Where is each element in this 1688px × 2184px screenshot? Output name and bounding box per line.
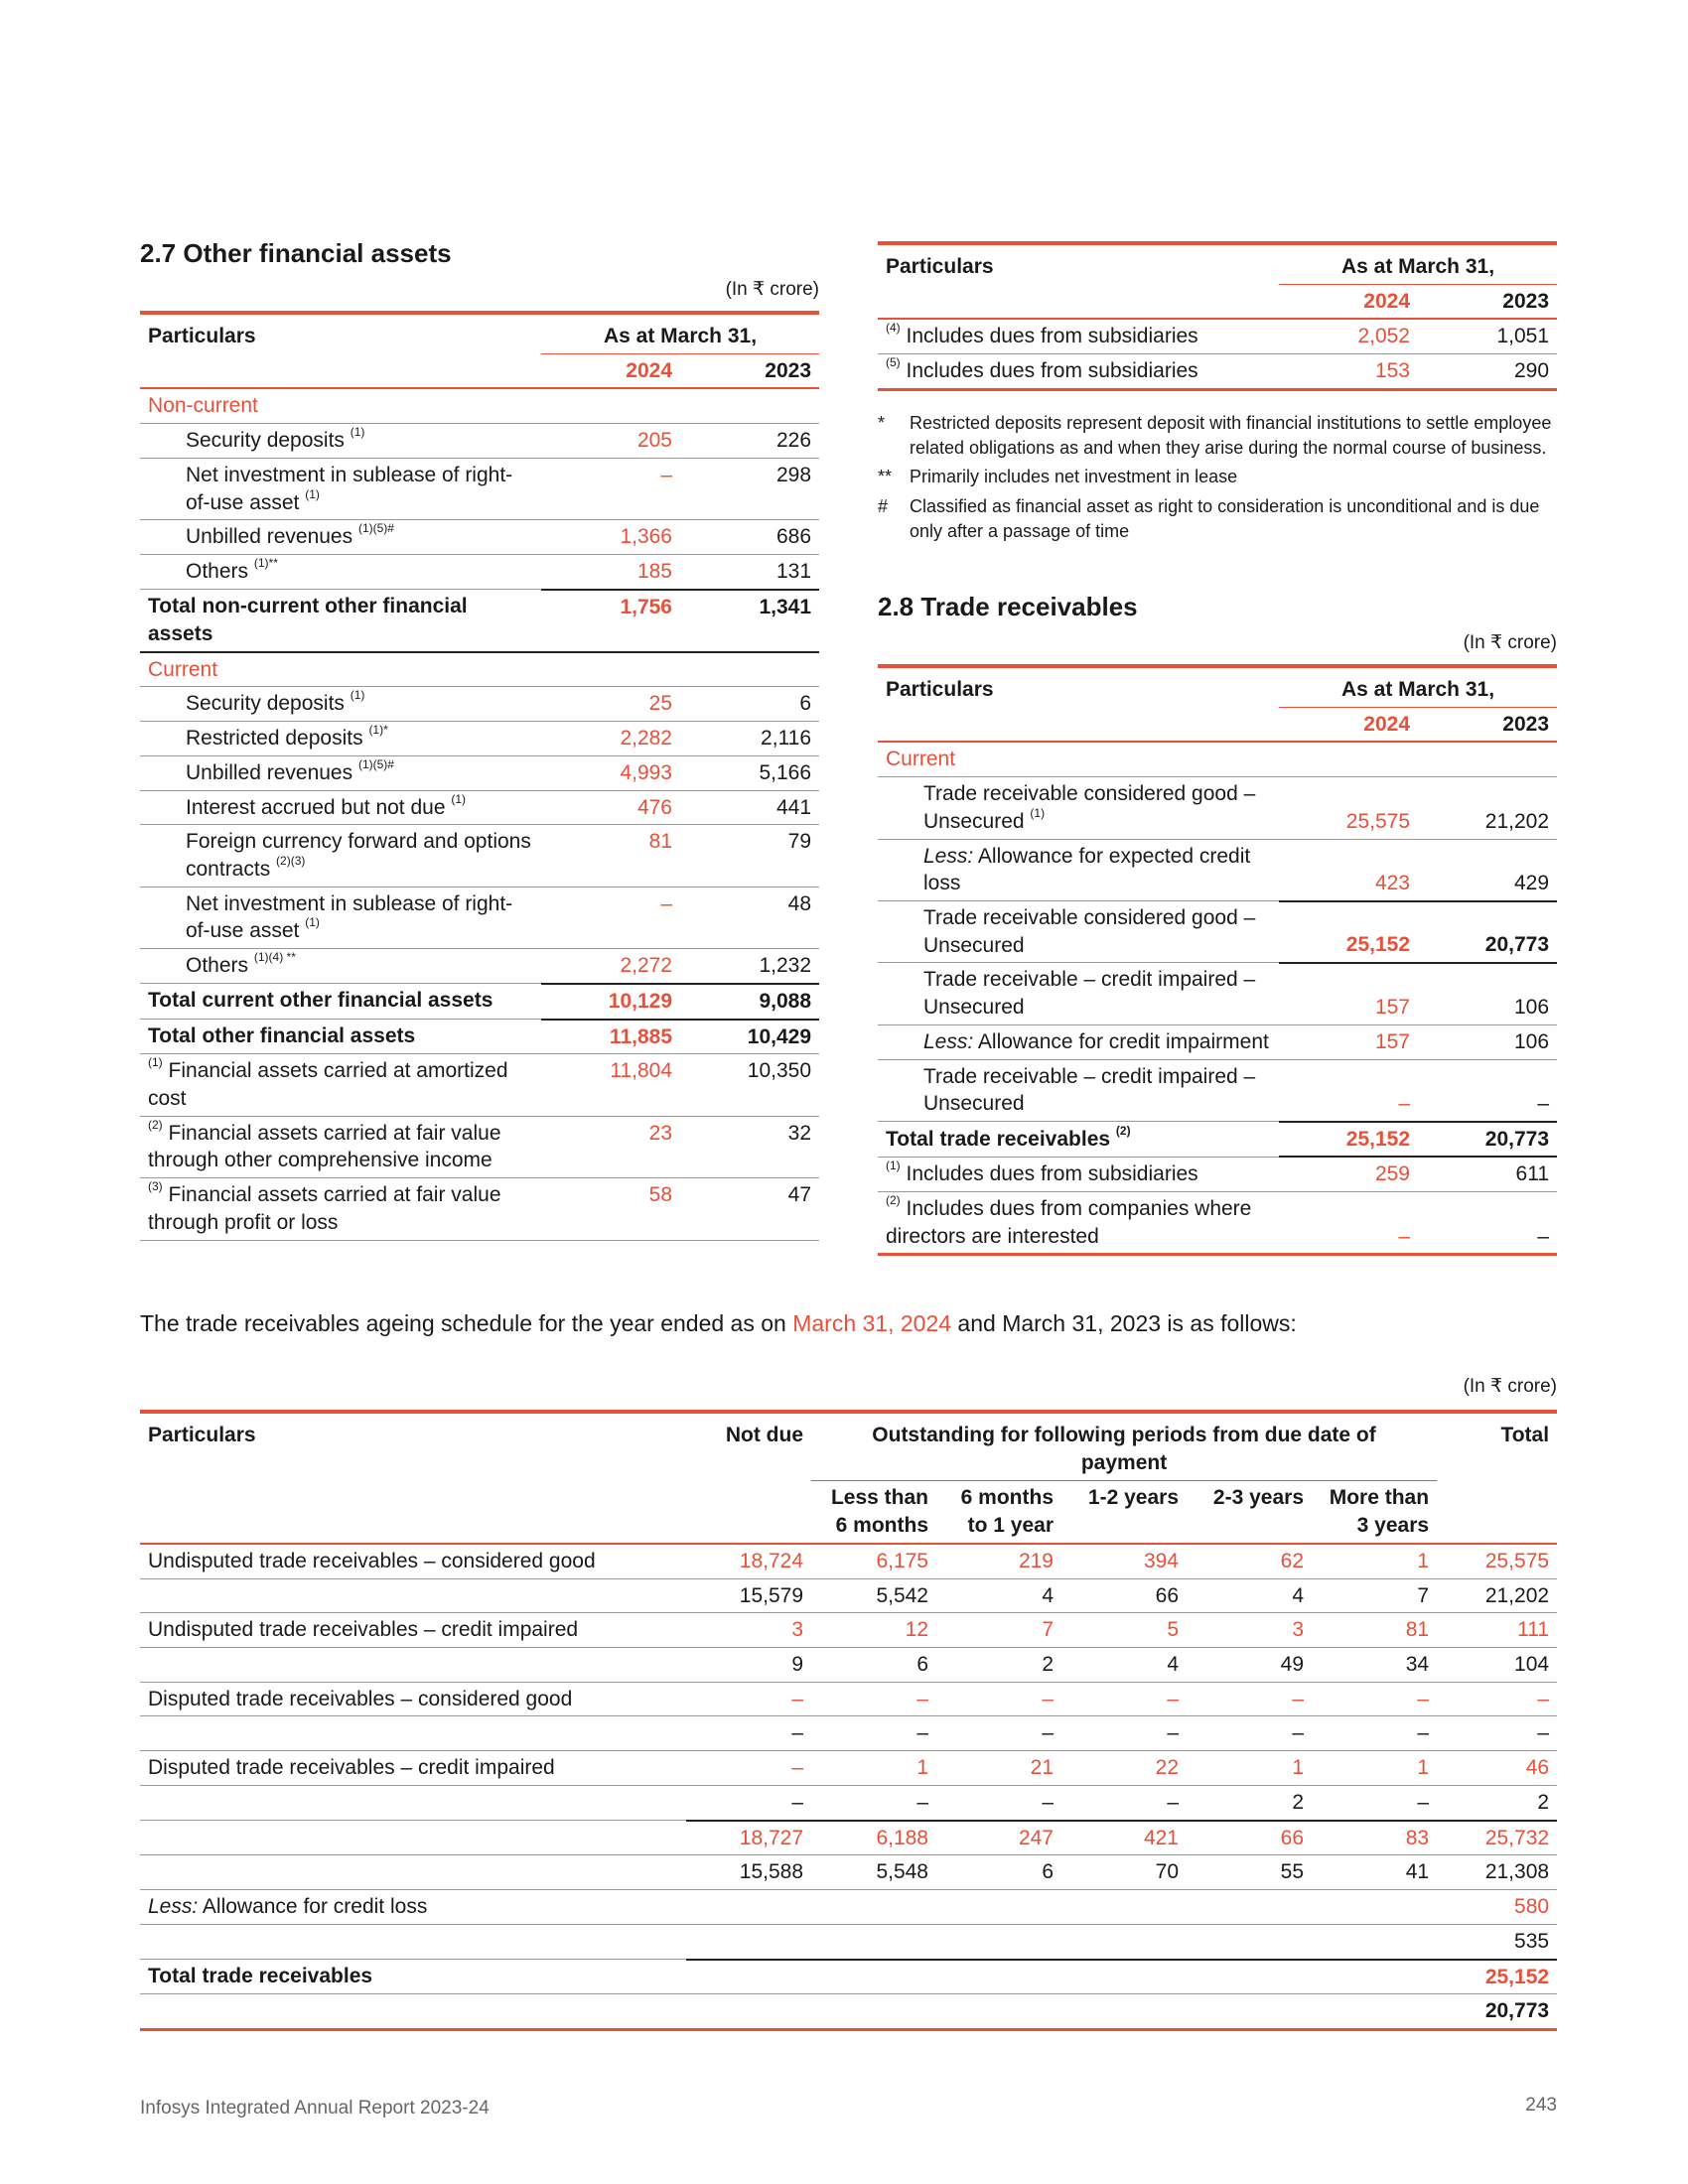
header-more-than-3-years: More than 3 years [1312, 1481, 1437, 1544]
table-row: Disputed trade receivables – credit impaired – 1 21 22 1 1 46 [140, 1751, 1557, 1786]
header-year-2024: 2024 [541, 353, 680, 388]
section-title-2-8: 2.8 Trade receivables [878, 592, 1138, 621]
table-row: Less: Allowance for expected credit loss 423 429 [878, 839, 1557, 900]
footnote: # Classified as financial asset as right to consideration is unconditional and is due only after a passage of time [878, 495, 1540, 541]
unit-label: (In ₹ crore) [1463, 632, 1557, 653]
footnote: * Restricted deposits represent deposit with financial institutions to settle employee related obligations as and when they arise during the normal course of business. [878, 413, 1552, 459]
footer-report-name: Infosys Integrated Annual Report 2023-24 [140, 2098, 490, 2118]
header-year-2024: 2024 [1279, 284, 1418, 319]
table-row: Undisputed trade receivables – credit impaired 3 12 7 5 3 81 111 [140, 1613, 1557, 1648]
other-financial-assets-table [140, 311, 819, 1241]
current-label: Current [878, 742, 1557, 776]
sum-row-2023: 15,588 5,548 6 70 55 41 21,308 [140, 1855, 1557, 1890]
table-row: Undisputed trade receivables – considered good 18,724 6,175 219 394 62 1 25,575 [140, 1544, 1557, 1578]
ageing-intro: The trade receivables ageing schedule for the year ended as on March 31, 2024 and March 31, 2023 is as follows: [140, 1310, 1297, 1336]
header-2-3-years: 2-3 years [1187, 1481, 1312, 1544]
ageing-table [140, 1410, 1557, 2031]
table-row: – – – – 2 – 2 [140, 1785, 1557, 1820]
table-row: Less: Allowance for credit impairment 157 106 [878, 1024, 1557, 1059]
header-year-2024: 2024 [1279, 707, 1418, 742]
header-particulars: Particulars [140, 1412, 686, 1544]
table-row: Security deposits $^{(1)}$ 205 226 [140, 424, 819, 459]
header-as-at: As at March 31, [1279, 243, 1557, 284]
dues-table [878, 241, 1557, 391]
total-trade-receivables-row: Total trade receivables $^{(2)}$ 25,152 20,773 [878, 1122, 1557, 1158]
table-row: Others $^{(1)(4) **}$ 2,272 1,232 [186, 950, 812, 978]
less-allowance-row: Less: Allowance for credit loss 580 [140, 1890, 1557, 1925]
current-total-row: Total current other financial assets 10,129 9,088 [140, 984, 819, 1020]
table-row: Net investment in sublease of right-of-use asset $^{(1)}$ – 48 [140, 887, 819, 948]
header-6-months-1-year: 6 months to 1 year [936, 1481, 1061, 1544]
table-row: Trade receivable considered good – Unsecured 25,152 20,773 [878, 901, 1557, 963]
sum-row-2024: 18,727 6,188 247 421 66 83 25,732 [140, 1821, 1557, 1855]
header-outstanding: Outstanding for following periods from due date of payment [811, 1412, 1437, 1481]
header-year-2023: 2023 [1418, 707, 1557, 742]
table-row: Others $^{(1)**}$ 185 131 [186, 556, 812, 584]
page-number: 243 [1525, 2095, 1557, 2116]
ageing-total-row: Total trade receivables 25,152 [140, 1960, 1557, 1994]
unit-label: (In ₹ crore) [725, 279, 819, 300]
table-row: Disputed trade receivables – considered good – – – – – – – [140, 1682, 1557, 1716]
table-row: Unbilled revenues $^{(1)(5)\#}$ 1,366 686 [140, 520, 819, 555]
table-row: – – – – – – – [140, 1716, 1557, 1751]
header-particulars: Particulars [878, 243, 1279, 284]
table-row: $^{(1)}$ Includes dues from subsidiaries 259 611 [878, 1157, 1557, 1191]
table-row: 15,579 5,542 4 66 4 7 21,202 [140, 1578, 1557, 1613]
unit-label: (In ₹ crore) [1463, 1376, 1557, 1397]
section-title-2-7: 2.7 Other financial assets [140, 238, 452, 268]
table-row: $^{(3)}$ Financial assets carried at fair value through profit or loss 58 47 [140, 1178, 819, 1240]
header-particulars: Particulars [878, 666, 1279, 707]
table-row: Interest accrued but not due $^{(1)}$ 476 441 [140, 790, 819, 825]
table-row: 9 6 2 4 49 34 104 [140, 1648, 1557, 1683]
footnotes [878, 411, 1557, 548]
noncurrent-label: Non-current [140, 388, 819, 423]
table-row: Foreign currency forward and options contracts $^{(2)(3)}$ 81 79 [140, 825, 819, 887]
table-row: $^{(1)}$ Financial assets carried at amortized cost 11,804 10,350 [140, 1054, 819, 1116]
header-as-at: As at March 31, [1279, 666, 1557, 707]
footnote: ** Primarily includes net investment in lease [878, 467, 1238, 487]
table-row: $^{(2)}$ Includes dues from companies where directors are interested – – [878, 1192, 1557, 1255]
current-label: Current [140, 652, 819, 687]
table-row: Net investment in sublease of right-of-use asset $^{(1)}$ – 298 [140, 458, 819, 519]
trade-receivables-table [878, 664, 1557, 1256]
header-year-2023: 2023 [680, 353, 819, 388]
table-row: $^{(4)}$ Includes dues from subsidiaries 2,052 1,051 [878, 319, 1557, 353]
table-row: Restricted deposits $^{(1)*}$ 2,282 2,116 [140, 722, 819, 756]
table-row: $^{(5)}$ Includes dues from subsidiaries 153 290 [878, 354, 1557, 390]
header-total: Total [1437, 1412, 1557, 1544]
noncurrent-total-row: Total non-current other financial assets 1,756 1,341 [140, 590, 819, 652]
table-row: Trade receivable considered good – Unsecured $^{(1)}$ 25,575 21,202 [878, 777, 1557, 839]
header-particulars: Particulars [140, 313, 541, 353]
table-row: Trade receivable – credit impaired – Unsecured 157 106 [878, 963, 1557, 1024]
table-row: $^{(2)}$ Financial assets carried at fair value through other comprehensive income 23 32 [140, 1116, 819, 1177]
header-1-2-years: 1-2 years [1061, 1481, 1187, 1544]
table-row: Trade receivable – credit impaired – Unsecured – – [878, 1059, 1557, 1121]
grand-total-row: Total other financial assets 11,885 10,429 [140, 1020, 819, 1054]
header-not-due: Not due [686, 1412, 811, 1544]
header-as-at: As at March 31, [541, 313, 819, 353]
table-row: Unbilled revenues $^{(1)(5)\#}$ 4,993 5,166 [140, 755, 819, 790]
header-year-2023: 2023 [1418, 284, 1557, 319]
table-row: Security deposits $^{(1)}$ 25 6 [140, 687, 819, 722]
ageing-total-row-2023: 20,773 [140, 1994, 1557, 2030]
less-allowance-row-2023: 535 [140, 1924, 1557, 1959]
header-less-than-6-months: Less than 6 months [811, 1481, 936, 1544]
